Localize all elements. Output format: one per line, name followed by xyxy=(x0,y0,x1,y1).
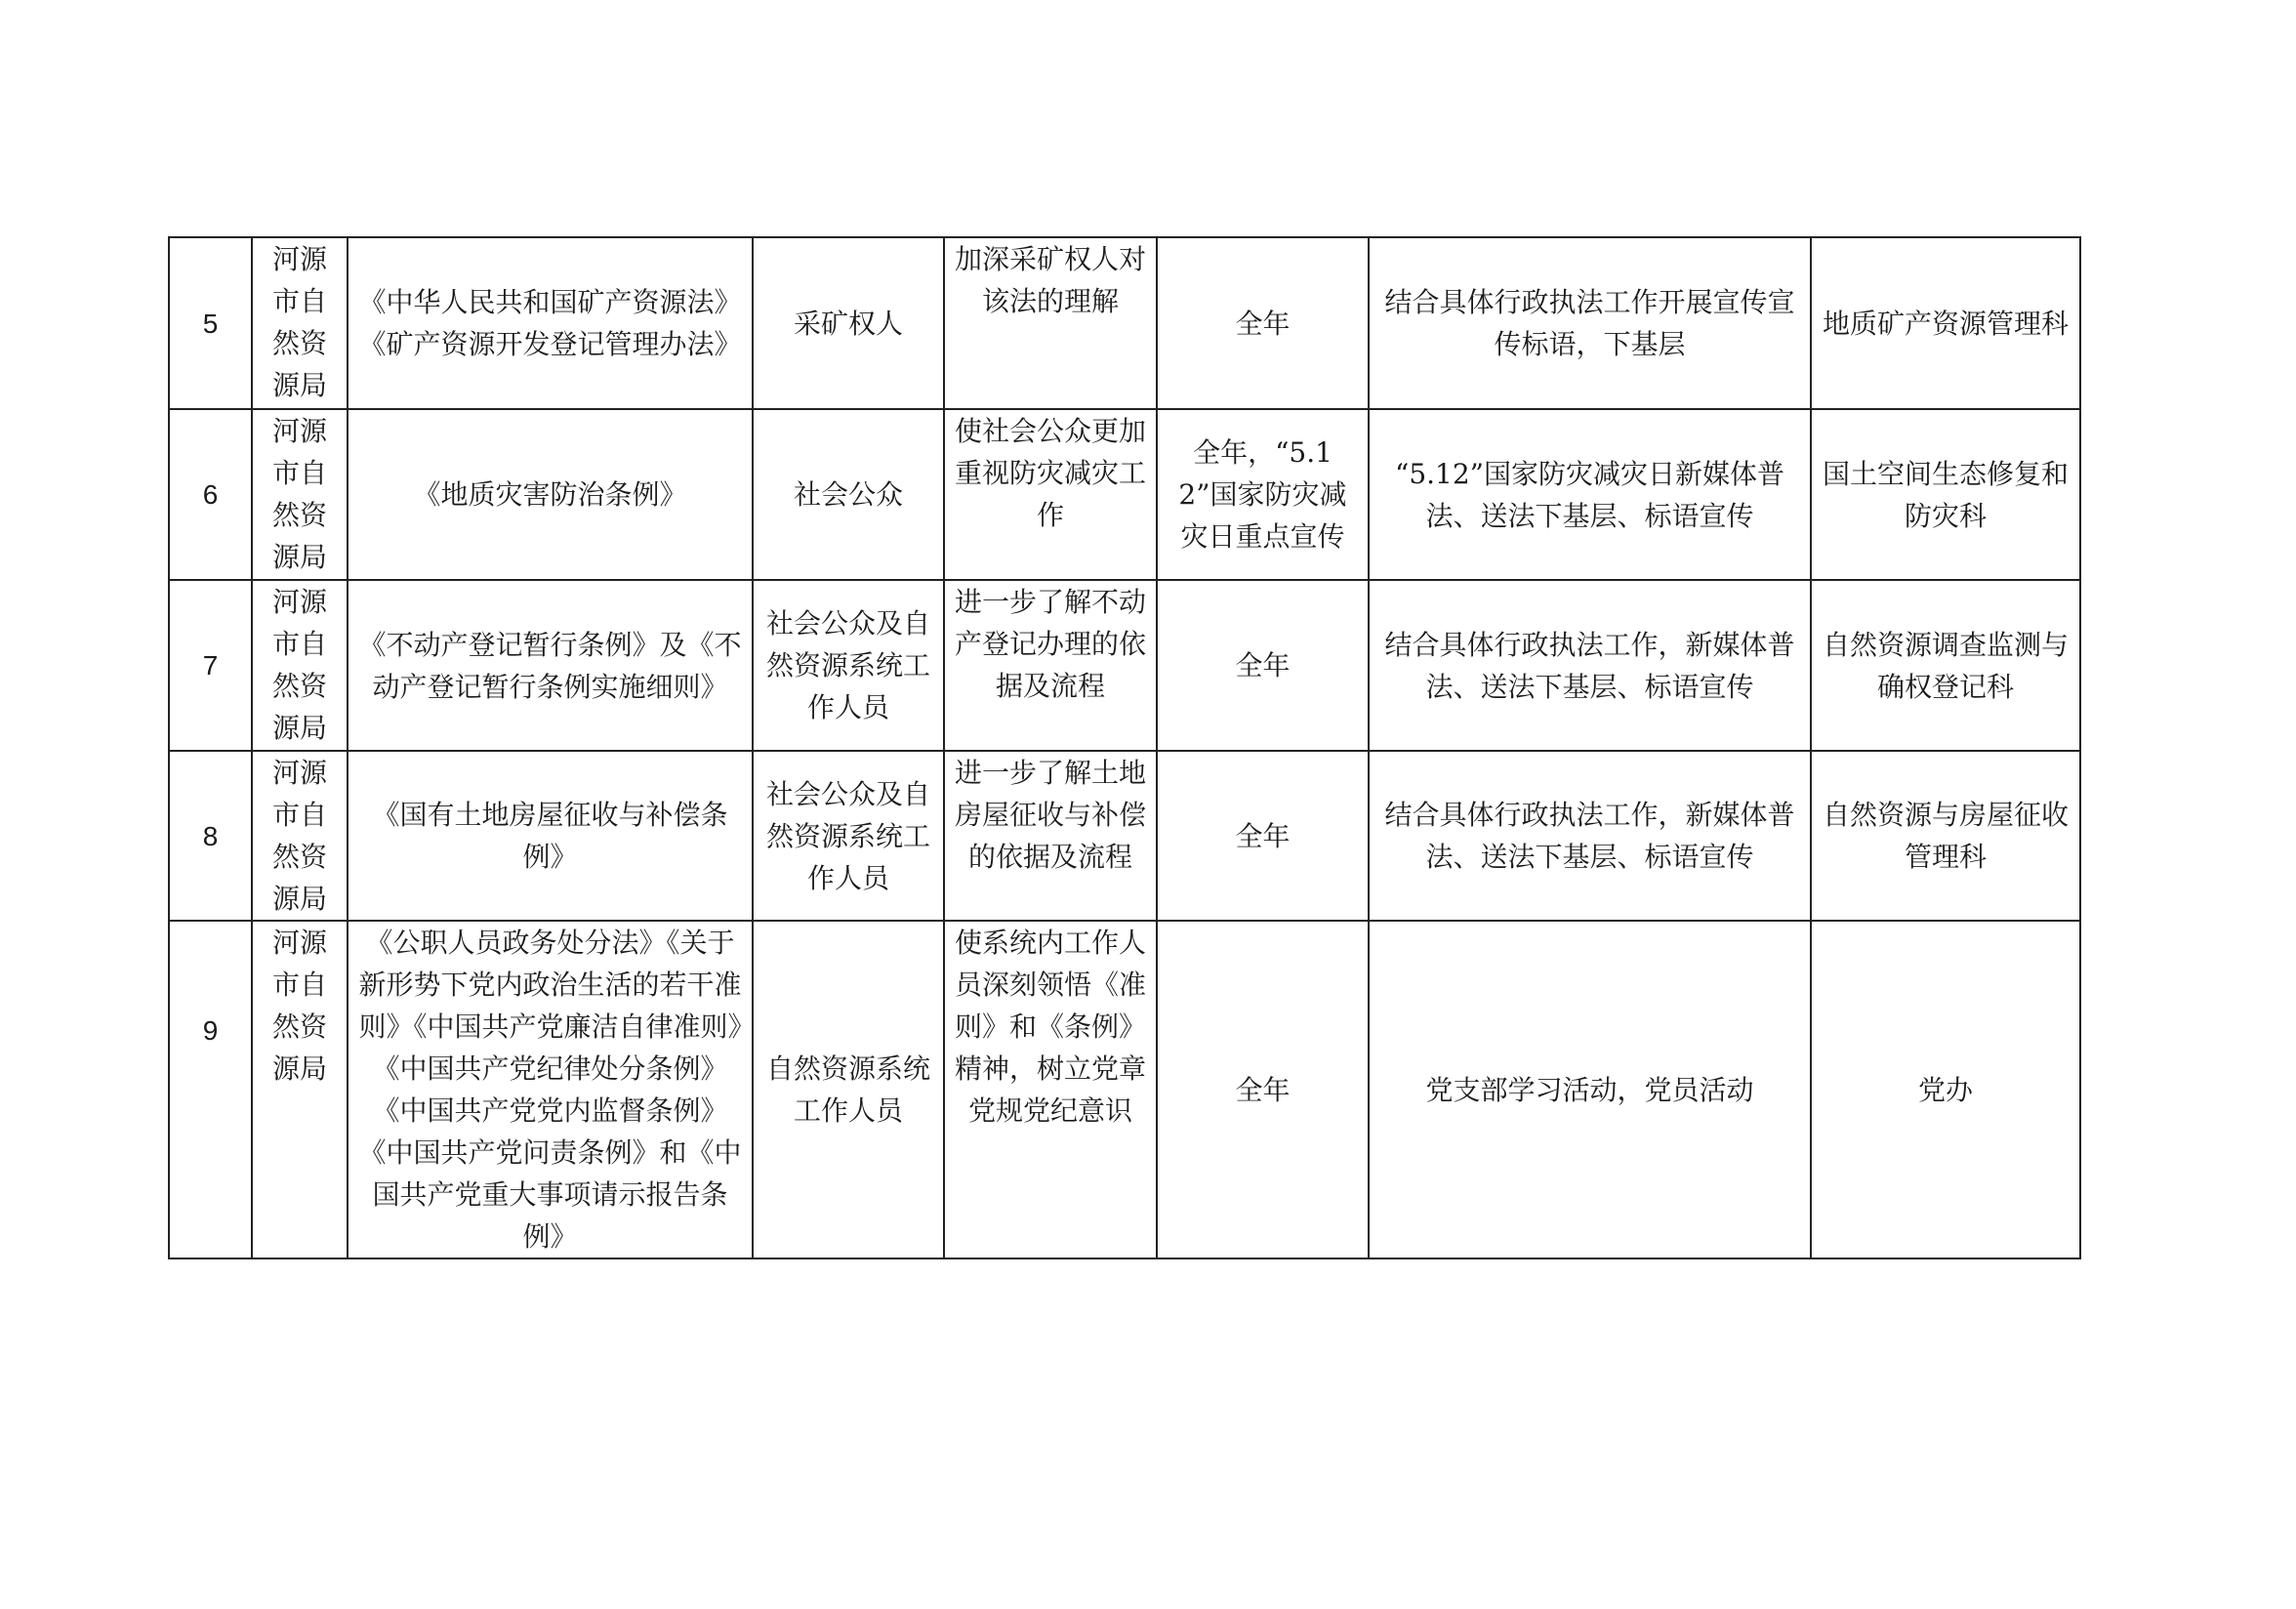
dept-cell: 国土空间生态修复和防灾科 xyxy=(1811,409,2080,580)
law-cell: 《不动产登记暂行条例》及《不动产登记暂行条例实施细则》 xyxy=(348,580,753,751)
row-number: 6 xyxy=(169,409,252,580)
method-cell: “5.12”国家防灾减灾日新媒体普法、送法下基层、标语宣传 xyxy=(1369,409,1811,580)
goal-cell: 使系统内工作人员深刻领悟《准则》和《条例》精神，树立党章党规党纪意识 xyxy=(944,921,1157,1258)
unit-cell: 河源市自然资源局 xyxy=(252,921,348,1258)
table-row xyxy=(169,237,2080,409)
method-cell: 党支部学习活动，党员活动 xyxy=(1369,921,1811,1258)
goal-cell: 加深采矿权人对该法的理解 xyxy=(944,237,1157,409)
method-cell: 结合具体行政执法工作开展宣传宣传标语，下基层 xyxy=(1369,237,1811,409)
dept-cell: 自然资源与房屋征收管理科 xyxy=(1811,751,2080,921)
law-cell: 《地质灾害防治条例》 xyxy=(348,409,753,580)
unit-cell: 河源市自然资源局 xyxy=(252,409,348,580)
law-cell: 《公职人员政务处分法》《关于新形势下党内政治生活的若干准则》《中国共产党廉洁自律准则》《中国共产党纪律处分条例》《中国共产党党内监督条例》《中国共产党问责条例》和《中国共产党重大事项请示报告条例》 xyxy=(348,921,753,1258)
unit-cell: 河源市自然资源局 xyxy=(252,751,348,921)
unit-cell: 河源市自然资源局 xyxy=(252,237,348,409)
row-number: 7 xyxy=(169,580,252,751)
table-row xyxy=(169,921,2080,1258)
law-cell: 《中华人民共和国矿产资源法》《矿产资源开发登记管理办法》 xyxy=(348,237,753,409)
target-cell: 社会公众及自然资源系统工作人员 xyxy=(753,580,944,751)
time-cell: 全年 xyxy=(1157,921,1369,1258)
law-cell: 《国有土地房屋征收与补偿条例》 xyxy=(348,751,753,921)
method-cell: 结合具体行政执法工作，新媒体普法、送法下基层、标语宣传 xyxy=(1369,580,1811,751)
target-cell: 自然资源系统工作人员 xyxy=(753,921,944,1258)
publicity-plan-table xyxy=(168,236,2081,1259)
table-row xyxy=(169,580,2080,751)
goal-cell: 进一步了解不动产登记办理的依据及流程 xyxy=(944,580,1157,751)
method-cell: 结合具体行政执法工作，新媒体普法、送法下基层、标语宣传 xyxy=(1369,751,1811,921)
time-cell: 全年 xyxy=(1157,751,1369,921)
goal-cell: 使社会公众更加重视防灾减灾工作 xyxy=(944,409,1157,580)
target-cell: 采矿权人 xyxy=(753,237,944,409)
dept-cell: 地质矿产资源管理科 xyxy=(1811,237,2080,409)
row-number: 8 xyxy=(169,751,252,921)
unit-cell: 河源市自然资源局 xyxy=(252,580,348,751)
target-cell: 社会公众及自然资源系统工作人员 xyxy=(753,751,944,921)
time-cell: 全年 xyxy=(1157,580,1369,751)
target-cell: 社会公众 xyxy=(753,409,944,580)
dept-cell: 党办 xyxy=(1811,921,2080,1258)
time-cell: 全年，“5.12”国家防灾减灾日重点宣传 xyxy=(1157,409,1369,580)
table-row xyxy=(169,751,2080,921)
table-row xyxy=(169,409,2080,580)
dept-cell: 自然资源调查监测与确权登记科 xyxy=(1811,580,2080,751)
goal-cell: 进一步了解土地房屋征收与补偿的依据及流程 xyxy=(944,751,1157,921)
row-number: 5 xyxy=(169,237,252,409)
time-cell: 全年 xyxy=(1157,237,1369,409)
row-number: 9 xyxy=(169,921,252,1258)
